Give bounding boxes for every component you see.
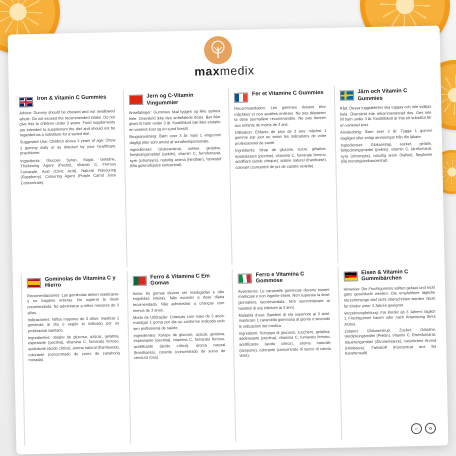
section-italian bbox=[232, 267, 335, 442]
ingredients-text: Ingredientes: Jarabe de glucosa, azúcar, gelatina, espesante (pectina), vitamina C, fumarato ferroso, acidulante (ácido cítrico), aroma natural (frambuesa), colorante (concentrado de zumo de zanahoria morada). bbox=[27, 333, 120, 363]
ingredients-text: Ingredients: Glucose Syrup, Sugar, Gelatine, Thickening Agent (Pectin), Vitamin C, Ferrous Fumarate, Acid (Citric Acid), Natural Flavouring (Raspberry), Colouring Agent (Purple Carrot Juice Concentrate). bbox=[20, 155, 117, 186]
section-portuguese bbox=[126, 269, 229, 444]
usage-text: Verzehrempfehlung: Für Kinder ab 3 Jahren: täglich 1 Fruchtgummi kauen oder nach Anweisung Ihres Arztes. bbox=[343, 308, 436, 327]
usage-text: Modalità d'uso: Bambini di età superiore ai 3 anni: masticare 1 caramella gommosa al giorno o secondo le indicazioni del medico. bbox=[238, 310, 331, 329]
advice-text: Anbefalinger: Gummies skal tygges og ikke synkes hele. Overskrid ikke den anbefalede dosis. Bør ikke gives til børn under 3 år. Kosttilskud bør ikke erstatte en varieret kost og en sund livsstil. bbox=[128, 108, 221, 132]
usage-text: Modo de Utilização: Crianças com mais de 3 anos: mastigar 1 goma por dia ou conforme indicado pelo seu profissional de saúde. bbox=[133, 312, 225, 331]
section-spanish bbox=[21, 271, 124, 446]
tree-logo-icon bbox=[204, 36, 233, 65]
usage-text: Användning: Barn över 3 år: Tugga 1 gummi dagligen eller enligt anvisningar från din läkare. bbox=[340, 127, 432, 141]
label-card bbox=[8, 26, 449, 455]
section-title: Ferro e Vitamina C Gommose bbox=[255, 271, 305, 285]
uk-flag-icon bbox=[19, 97, 33, 107]
ce-mark-icon: ℮ bbox=[411, 423, 422, 434]
section-title: Eisen & Vitamin C Gummibärchen bbox=[361, 268, 409, 283]
section-english bbox=[17, 90, 120, 269]
recycle-icon: ♻ bbox=[425, 423, 436, 434]
usage-text: Utilisation: Enfants de plus de 3 ans: mâcher 1 gomme par jour ou selon les indications de votre professionnel de santé. bbox=[234, 127, 327, 146]
section-title: Jern og C-Vitamin Vingummier bbox=[146, 92, 194, 107]
germany-flag-icon bbox=[343, 271, 357, 281]
ingredients-text: Ingrédients: Sirop de glucose, sucre, gélatine, épaississant (pectine), vitamine C, fumarate ferreux, acidifiant (acide citrique), arôme naturel (framboise), colorant (concentré de jus de carotte violette). bbox=[235, 145, 327, 170]
certification-badges bbox=[411, 423, 436, 435]
france-flag-icon bbox=[234, 93, 248, 103]
sweden-flag-icon bbox=[339, 90, 353, 100]
usage-text: Brugsanvisning: Børn over 3 år: Spis 1 vingummi dagligt eller som anvist af sundhedspersonale. bbox=[129, 132, 221, 145]
usage-text: Suggested Use: Children above 3 years of age: Chew 1 gummy daily or as directed by your healthcare practitioner. bbox=[19, 137, 116, 156]
advice-text: Aviso: As gomas devem ser mastigadas e não engolidas inteiras. Não exceder a dose diária recomendada. Não administrar a crianças com menos de 3 anos. bbox=[132, 288, 225, 313]
advice-text: Advice: Dummy should be chewed and not swallowed whole. Do not exceed the recommended intake. Do not give this to children under 3 years. Food supplements are intended to supplement the diet and should not be regarded as a substitute for a varied diet. bbox=[19, 108, 116, 138]
section-german bbox=[337, 264, 440, 439]
section-title: Iron & Vitamin C Gummies bbox=[36, 94, 107, 102]
brand-logo: maxmedix bbox=[194, 63, 255, 79]
section-title: Gominolas de Vitamina C y Hierro bbox=[44, 275, 116, 290]
section-title: Järn och Vitamin C Gummies bbox=[357, 88, 408, 102]
advice-text: Hinweise: Die Fruchtgummis sollten gekaut und nicht ganz geschluckt werden. Die empfohlene tägliche Verzehrmenge darf nicht überschritten werden. Nicht für Kinder unter 3 Jahren geeignet. bbox=[343, 284, 436, 309]
italy-flag-icon bbox=[238, 273, 252, 283]
ingredients-text: Ingredientes: Xarope de glucose, açúcar, gelatina, espessante (pectina), vitamina C, fumarato ferroso, acidificante (ácido cítrico), aroma natural (framboesa), corante (concentrado de sumo de cenoura roxa). bbox=[133, 330, 226, 361]
section-danish bbox=[122, 88, 225, 267]
ingredients-text: Ingredienti: Sciroppo di glucosio, zucchero, gelatina, addensante (pectina), vitamina C, fumarato ferroso, acidificante (acido citrico), aroma naturale (lampone), colorante (concentrato di succo di carota viola). bbox=[238, 328, 331, 358]
spain-flag-icon bbox=[27, 278, 41, 288]
section-french bbox=[228, 86, 331, 265]
translation-grid bbox=[17, 84, 440, 447]
section-swedish bbox=[333, 84, 436, 263]
advice-text: Recommandation: Les gommes doivent être mâchées et non avalées entières. Ne pas dépasser la dose journalière recommandée. Ne pas donner aux enfants de moins de 3 ans. bbox=[234, 103, 327, 128]
ingredients-text: Ingredienser: Glukossirap, socker, gelatin, förtjockningsmedel (pektin), vitamin C, järnfumarat, syra (citronsyra), naturlig arom (hallon), färgämne (lila morotsjuicekoncentrat). bbox=[340, 140, 433, 164]
ingredients-text: Zutaten: Glukosesirup, Zucker, Gelatine, Verdickungsmittel (Pektin), Vitamin C, Eisenfumarat, Säuerungsmittel (Zitronensäure), natürliches Aroma (Himbeere), Farbstoff (Konzentrat aus lila Karottensaft). bbox=[344, 326, 437, 356]
portugal-flag-icon bbox=[132, 275, 146, 285]
advice-text: Avvertenze: Le caramelle gommose devono essere masticate e non ingerite intere. Non superare la dose giornaliera raccomandata. Non somministrare ai bambini di età inferiore ai 3 anni. bbox=[238, 286, 330, 311]
flag-icon bbox=[128, 95, 142, 105]
usage-text: Indicaciones: Niños mayores de 3 años: masticar 1 gominola al día o según lo indicado por su profesional sanitario. bbox=[27, 314, 120, 333]
section-title: Ferro & Vitamina C Em Gomas bbox=[150, 273, 210, 287]
ingredients-text: Ingredienser: Glukosesirup, sukker, gelatine, fortykningsmiddel (pektin), vitamin C, ferrofumarat, syre (citronsyre), naturlig aroma (hindbær), farvestof (lilla gulerodsjuice koncentrat). bbox=[129, 144, 222, 169]
advice-text: Recomendaciones: Las gominolas deben masticarse y no tragarse enteras. No superar la dosis recomendada. No administrar a niños menores de 3 años. bbox=[27, 291, 119, 315]
advice-text: Råd: Dessa tuggtabletter ska tuggas och inte sväljas hela. Överskrid inte rekommenderad dos. Ges inte till barn under 3 år. Kosttillskott är inte ett substitut för en varierad kost. bbox=[339, 103, 432, 128]
section-title: Fer et Vitamine C Gummies bbox=[251, 89, 324, 98]
